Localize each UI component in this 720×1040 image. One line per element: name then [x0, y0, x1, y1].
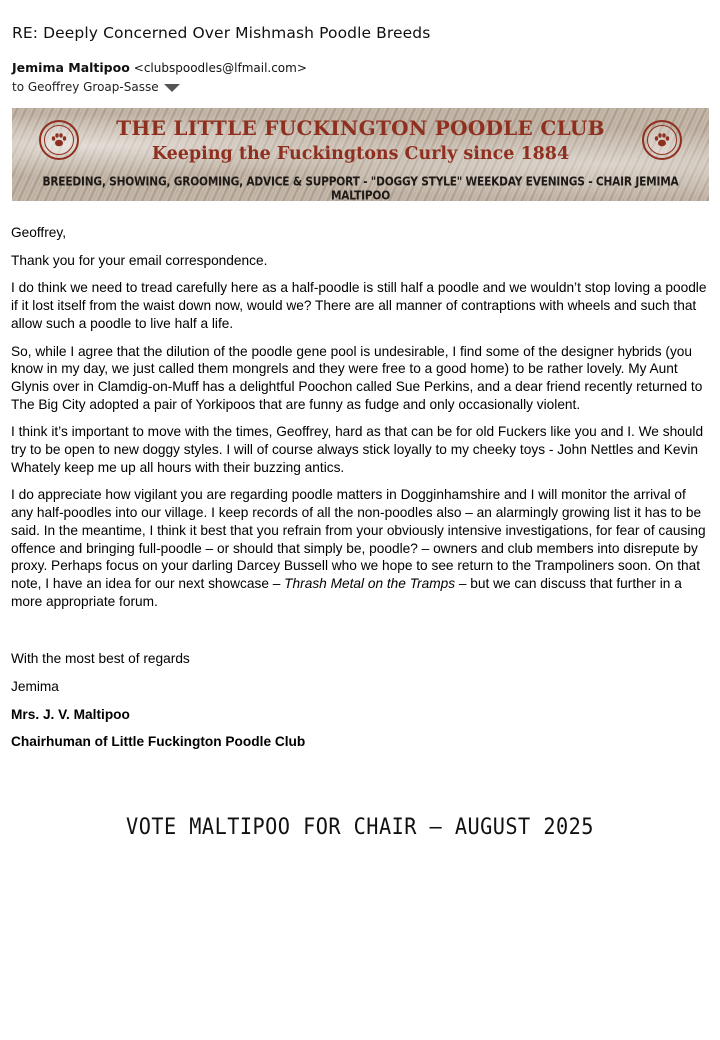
banner-subtitle: Keeping the Fuckingtons Curly since 1884 [151, 144, 570, 164]
paragraph-1: Thank you for your email correspondence. [11, 252, 268, 268]
dropdown-caret-icon[interactable] [164, 84, 180, 92]
greeting: Geoffrey, [11, 225, 67, 240]
sender-line [12, 60, 307, 75]
banner-title: THE LITTLE FUCKINGTON POODLE CLUB [116, 116, 605, 140]
banner-strip: BREEDING, SHOWING, GROOMING, ADVICE & SUPPORT - "DOGGY STYLE" WEEKDAY EVENINGS - CHAIR JEMIMA MALTIPOO [42, 175, 679, 201]
signature-title: Chairhuman of Little Fuckington Poodle Club [11, 734, 306, 750]
paragraph-5 [11, 486, 711, 610]
recipient-label: to Geoffrey Groap-Sasse [12, 80, 159, 94]
showcase-title: Thrash Metal on the Tramps [284, 575, 456, 591]
vote-slogan: VOTE MALTIPOO FOR CHAIR – AUGUST 2025 [126, 815, 594, 840]
signoff: Jemima [11, 679, 59, 695]
paragraph-5-end: – but we can discuss that further in a more appropriate forum. [11, 575, 682, 609]
sender-name[interactable]: Jemima Maltipoo [12, 60, 130, 75]
sender-email[interactable]: <clubspoodles@lfmail.com> [133, 61, 307, 75]
recipient-line[interactable] [12, 80, 180, 94]
closing: With the most best of regards [11, 651, 190, 667]
email-subject: RE: Deeply Concerned Over Mishmash Poodle Breeds [12, 24, 431, 42]
email-body [11, 224, 711, 761]
paragraph-5-main: I do appreciate how vigilant you are regarding poodle matters in Dogginhamshire and I will monitor the arrival of any half-poodles into our village. I keep records of all the non-poodles also – an alarmingly growing list it has to be said. In the meantime, I think it best that you refrain from your obviously intensive investigations, for fear of causing offence and bringing full-poodle – or should that simply be, poodle? – owners and club members into disrepute by proxy. Perhaps focus on your darling Darcey Bussell who we hope to see return to the Trampoliners soon. On that note, I have an idea for our next showcase – [11, 487, 706, 591]
paragraph-3: So, while I agree that the dilution of the poodle gene pool is undesirable, I find some of the designer hybrids (you know in my day, we just called them mongrels and they were free to a good home) to be rather lovely. My Aunt Glynis over in Clamdig-on-Muff has a delightful Poochon called Sue Perkins, and a dear friend recently returned to The Big City adopted a pair of Yorkipoos that are funny as fudge and only occasionally violent. [11, 343, 703, 412]
signature-name: Mrs. J. V. Maltipoo [11, 706, 130, 722]
club-banner [12, 108, 709, 201]
paragraph-2: I do think we need to tread carefully here as a half-poodle is still half a poodle and we wouldn’t stop loving a poodle if it lost itself from the waist down now, would we? There are all manner of contraptions with wheels and such that allow such a poodle to live half a life. [11, 280, 707, 331]
paragraph-4: I think it’s important to move with the times, Geoffrey, hard as that can be for old Fuckers like you and I. We should try to be open to new doggy styles. I will of course always stick loyally to my cheeky toys - John Nettles and Kevin Whately keep me up all hours with their buzzing antics. [11, 424, 704, 475]
